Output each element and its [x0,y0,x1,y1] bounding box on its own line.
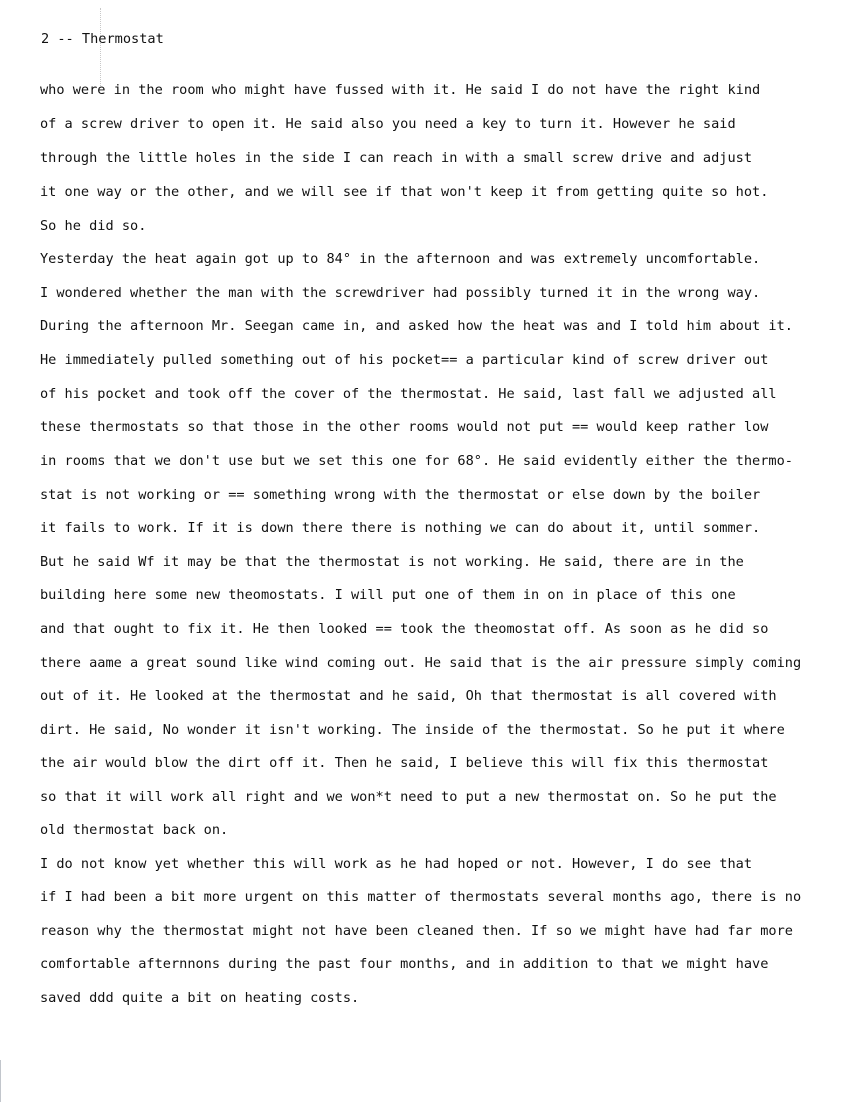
text-line: Yesterday the heat again got up to 84° in the afternoon and was extremely uncomfortable. [40,251,761,267]
paper-artifact [100,8,102,88]
text-line: He immediately pulled something out of his pocket== a particular kind of screw driver out [40,352,769,368]
text-line: these thermostats so that those in the other rooms would not put == would keep rather low [40,419,769,435]
text-line: if I had been a bit more urgent on this matter of thermostats several months ago, there is no [40,889,802,905]
text-line: and that ought to fix it. He then looked == took the theomostat off. As soon as he did so [40,621,769,637]
text-line: of a screw driver to open it. He said also you need a key to turn it. However he said [40,116,736,132]
text-line: So he did so. [40,218,147,234]
text-line: I do not know yet whether this will work as he had hoped or not. However, I do see that [40,856,753,872]
text-line: reason why the thermostat might not have been cleaned then. If so we might have had far more [40,923,793,939]
text-line: who were in the room who might have fussed with it. He said I do not have the right kind [40,82,761,98]
text-line: it fails to work. If it is down there there is nothing we can do about it, until sommer. [40,520,761,536]
paper-edge-mark [0,1060,4,1102]
text-line: it one way or the other, and we will see if that won't keep it from getting quite so hot. [40,184,769,200]
text-line: there aame a great sound like wind coming out. He said that is the air pressure simply coming [40,655,802,671]
text-line: in rooms that we don't use but we set this one for 68°. He said evidently either the thermo- [40,453,793,469]
text-line: building here some new theomostats. I will put one of them in on in place of this one [40,587,736,603]
text-line: But he said Wf it may be that the thermostat is not working. He said, there are in the [40,554,744,570]
text-line: the air would blow the dirt off it. Then he said, I believe this will fix this thermostat [40,755,769,771]
text-line: so that it will work all right and we won*t need to put a new thermostat on. So he put the [40,789,777,805]
text-line: dirt. He said, No wonder it isn't working. The inside of the thermostat. So he put it where [40,722,785,738]
text-line: I wondered whether the man with the screwdriver had possibly turned it in the wrong way. [40,285,761,301]
text-line: During the afternoon Mr. Seegan came in, and asked how the heat was and I told him about it. [40,318,793,334]
text-line: old thermostat back on. [40,822,229,838]
text-line: stat is not working or == something wrong with the thermostat or else down by the boiler [40,487,761,503]
text-line: of his pocket and took off the cover of the thermostat. He said, last fall we adjusted all [40,386,777,402]
text-line: out of it. He looked at the thermostat and he said, Oh that thermostat is all covered with [40,688,777,704]
page-header: 2 -- Thermostat [41,31,164,47]
text-line: comfortable afternnons during the past four months, and in addition to that we might have [40,956,769,972]
text-line: saved ddd quite a bit on heating costs. [40,990,360,1006]
text-line: through the little holes in the side I can reach in with a small screw drive and adjust [40,150,753,166]
